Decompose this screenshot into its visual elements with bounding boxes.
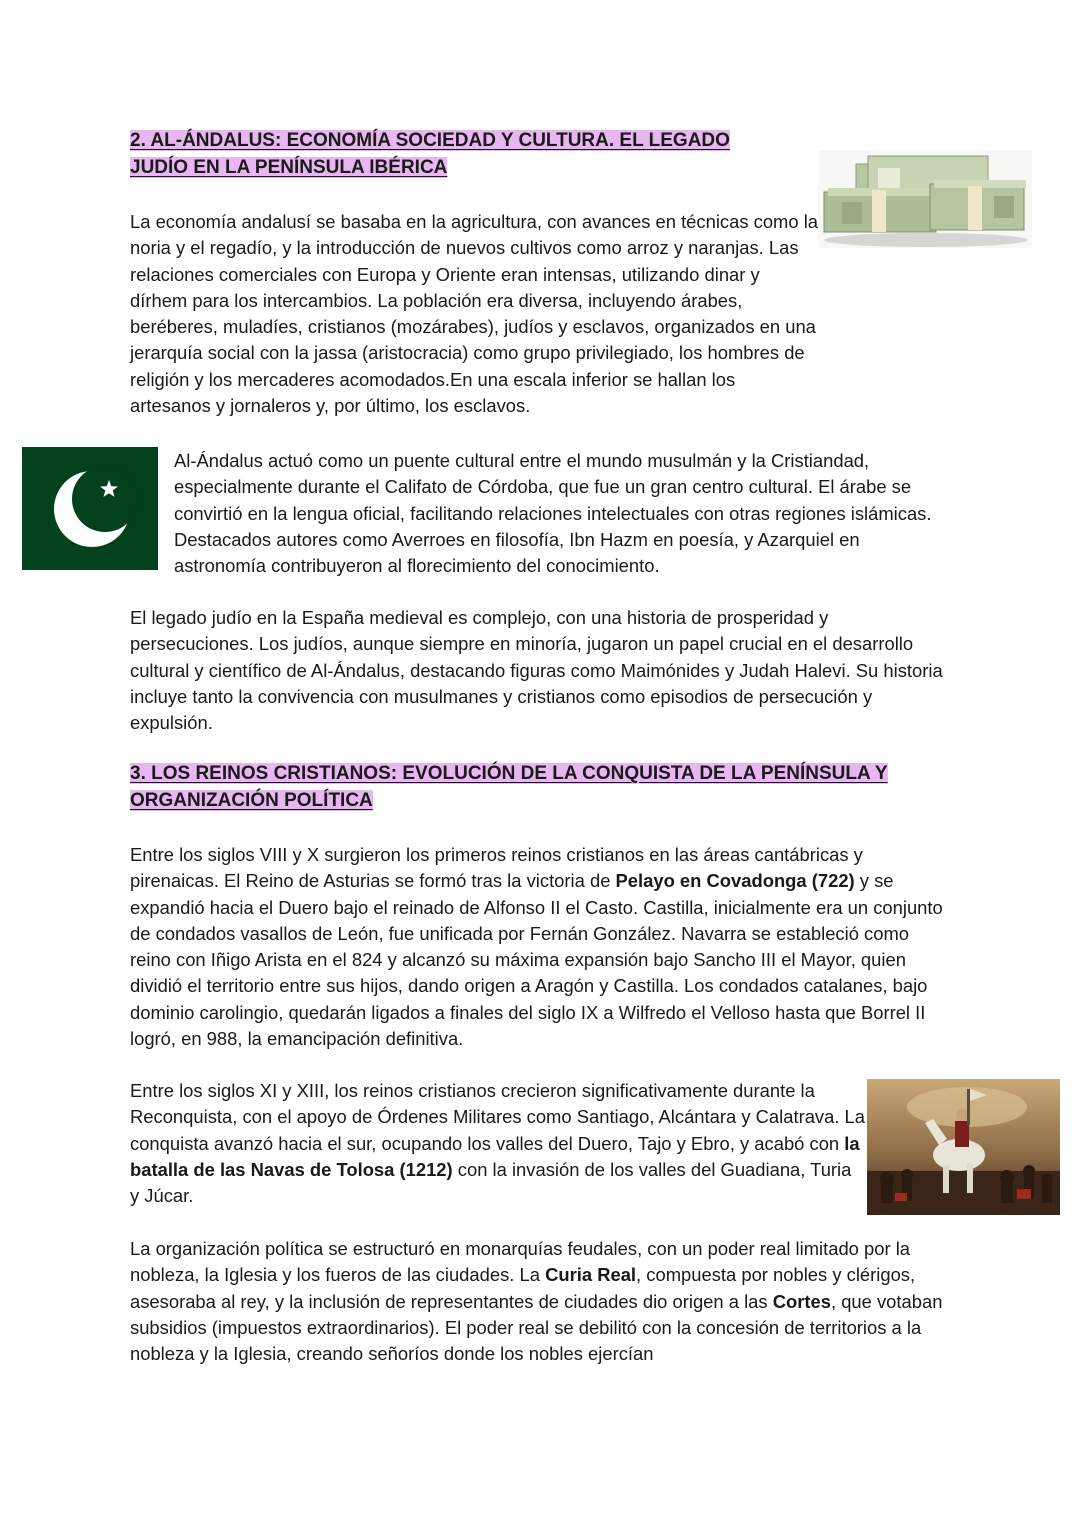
- section-2-paragraph-3: El legado judío en la España medieval es complejo, con una historia de prosperidad y persecuciones. Los judíos, aunque siempre en minoría, jugaron un papel crucial en el desarrollo cultural y científico de Al-Ándalus, destacando figuras como Maimónides y Judah Halevi. Su historia incluye tanto la convivencia con musulmanes y cristianos como episodios de persecución y expulsión.: [130, 607, 943, 734]
- section-3-heading: [130, 761, 960, 814]
- section-3-paragraph-1: Entre los siglos VIII y X surgieron los primeros reinos cristianos en las áreas cantábricas y pirenaicas. El Reino de Asturias se formó tras la victoria de Pelayo en Covadonga (722) y se expandió hacia el Duero bajo el reinado de Alfonso II el Casto. Castilla, inicialmente era un conjunto de condados vasallos de León, fue unificada por Fernán González. Navarra se estableció como reino con Iñigo Arista en el 824 y alcanzó su máxima expansión bajo Sancho III el Mayor, quien dividió el territorio entre sus hijos, dando origen a Aragón y Castilla. Los condados catalanes, bajo dominio carolingio, quedarán ligados a finales del siglo IX a Wilfredo el Velloso hasta que Borrel II logró, en 988, la emancipación definitiva.: [130, 844, 943, 1050]
- section-3-paragraph-2: Entre los siglos XI y XIII, los reinos cristianos crecieron significativamente durante la Reconquista, con el apoyo de Órdenes Militares como Santiago, Alcántara y Calatrava. La conquista avanzó hacia el sur, ocupando los valles del Duero, Tajo y Ebro, y acabó con la batalla de las Navas de Tolosa (1212) con la invasión de los valles del Guadiana, Turia y Júcar.: [130, 1080, 866, 1207]
- section-3-paragraph-3: La organización política se estructuró en monarquías feudales, con un poder real limitado por la nobleza, la Iglesia y los fueros de las ciudades. La Curia Real, compuesta por nobles y clérigos, asesoraba al rey, y la inclusión de representantes de ciudades dio origen a las Cortes, que votaban subsidios (impuestos extraordinarios). El poder real se debilitó con la concesión de territorios a la nobleza y la Iglesia, creando señoríos donde los nobles ejercían: [130, 1238, 943, 1365]
- section-3-heading-line2: ORGANIZACIÓN POLÍTICA: [130, 789, 373, 811]
- section-2-heading-line2: JUDÍO EN LA PENÍNSULA IBÉRICA: [130, 156, 448, 178]
- section-2-heading-line1: 2. AL-ÁNDALUS: ECONOMÍA SOCIEDAD Y CULTURA. EL LEGADO: [130, 130, 730, 151]
- section-2-paragraph-2: Al-Ándalus actuó como un puente cultural entre el mundo musulmán y la Cristiandad, especialmente durante el Califato de Córdoba, que fue un gran centro cultural. El árabe se convirtió en la lengua oficial, facilitando relaciones intelectuales con otras regiones islámicas. Destacados autores como Averroes en filosofía, Ibn Hazm en poesía, y Azarquiel en astronomía contribuyeron al florecimiento del conocimiento.: [174, 450, 932, 577]
- battle-painting-image: [867, 1079, 1060, 1215]
- navas-de-tolosa-bold: la batalla de las Navas de Tolosa (1212): [130, 1132, 860, 1180]
- section-3-heading-line1: 3. LOS REINOS CRISTIANOS: EVOLUCIÓN DE LA CONQUISTA DE LA PENÍNSULA Y: [130, 763, 888, 784]
- section-2-heading: [130, 128, 790, 181]
- covadonga-bold: Pelayo en Covadonga (722): [615, 870, 855, 892]
- section-2-paragraph-1: La economía andalusí se basaba en la agricultura, con avances en técnicas como la noria y el regadío, y la introducción de nuevos cultivos como arroz y naranjas. Las relaciones comerciales con Europa y Oriente eran intensas, utilizando dinar y dírhem para los intercambios. La población era diversa, incluyendo árabes, beréberes, muladíes, cristianos (mozárabes), judíos y esclavos, organizados en una jerarquía social con la jassa (aristocracia) como grupo privilegiado, los hombres de religión y los mercaderes acomodados.En una escala inferior se hallan los artesanos y jornaleros y, por último, los esclavos.: [130, 211, 819, 417]
- curia-real-bold: Curia Real: [545, 1264, 637, 1286]
- cortes-bold: Cortes: [772, 1290, 831, 1312]
- money-stack-image: [818, 150, 1032, 248]
- crescent-star-flag-image: [22, 447, 158, 570]
